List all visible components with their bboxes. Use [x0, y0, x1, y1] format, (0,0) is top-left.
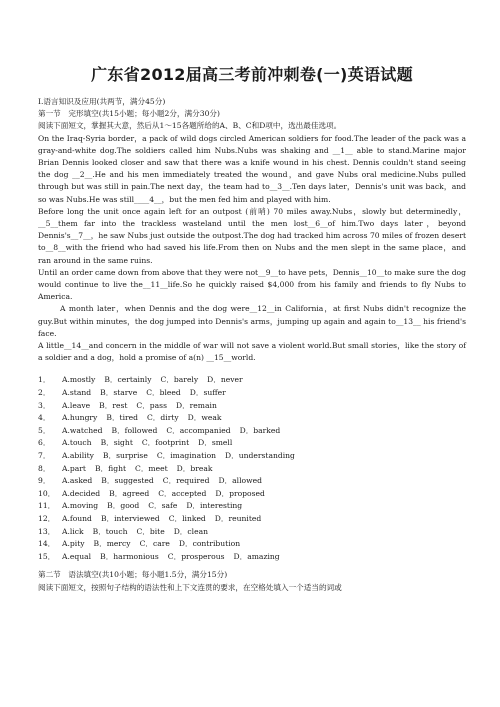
option-d: D．suffer	[189, 388, 226, 398]
option-d: D．contribution	[178, 539, 241, 549]
question-number: 9．	[38, 476, 51, 486]
option-d: D．reunited	[214, 514, 262, 523]
option-a: A.moving	[62, 501, 99, 511]
passage-paragraph: A month later，when Dennis and the dog were__12__in California，at first Nubs didn't recognize the guy.But within minutes，the dog jumped into Dennis's arms，jumping up again and again to__13__ his friend's face.	[38, 304, 466, 338]
option-d: D．break	[176, 463, 213, 473]
option-row	[38, 400, 466, 413]
option-a: A.found	[62, 514, 92, 523]
option-d: D．barked	[239, 425, 281, 435]
option-c: C．footprint	[141, 438, 190, 448]
part1-header: Ⅰ.语言知识及应用(共两节，满分45分)	[38, 97, 166, 106]
option-d: D．proposed	[215, 488, 265, 498]
option-d: D．remain	[175, 400, 217, 410]
question-number: 12．	[38, 514, 56, 523]
option-c: C．safe	[148, 501, 178, 511]
option-d: D．amazing	[233, 551, 280, 561]
option-d: D．understanding	[225, 451, 295, 461]
passage-paragraph: Until an order came down from above that they were not__9__to have pets，Dennis__10__to make sure the dog would continue to live the__11__life.So he quickly raised $4,000 from his family and friends to fly Nubs to America.	[38, 267, 466, 302]
option-d: D．weak	[187, 413, 222, 423]
option-row	[38, 463, 466, 476]
option-a: A.part	[62, 463, 86, 473]
option-a: A.mostly	[62, 375, 96, 385]
option-a: A.decided	[62, 488, 101, 498]
option-b: B．followed	[111, 425, 158, 435]
option-row	[38, 374, 466, 387]
question-number: 6．	[38, 438, 51, 448]
option-a: A.pity	[62, 539, 85, 549]
option-b: B．certainly	[104, 375, 152, 385]
option-b: B．tired	[106, 413, 138, 423]
question-number: 8．	[38, 463, 51, 473]
option-c: C．barely	[160, 375, 199, 385]
option-c: C．imagination	[156, 451, 217, 461]
question-number: 10．	[38, 488, 56, 498]
question-number: 4．	[38, 413, 51, 423]
section2-instruction: 阅读下面短文，按照句子结构的语法性和上下文连贯的要求，在空格处填入一个适当的词或	[38, 582, 342, 592]
option-c: C．required	[162, 476, 210, 486]
option-a: A.hungry	[62, 413, 98, 423]
option-row	[38, 488, 466, 501]
option-row	[38, 551, 466, 564]
option-a: A.lick	[62, 526, 84, 536]
option-b: B．surprise	[102, 451, 148, 461]
option-d: D．interesting	[186, 501, 243, 511]
option-c: C．meet	[135, 463, 168, 473]
option-d: D．never	[207, 375, 243, 385]
option-c: C．bleed	[146, 388, 181, 398]
options-list	[38, 374, 466, 563]
question-number: 1．	[38, 375, 51, 385]
option-b: B．fight	[94, 463, 127, 473]
question-number: 5．	[38, 425, 51, 435]
option-row	[38, 437, 466, 450]
question-number: 15．	[38, 551, 56, 561]
option-row	[38, 412, 466, 425]
option-a: A.ability	[62, 451, 94, 461]
option-c: C．care	[139, 539, 170, 549]
section2-header: 第二节 语法填空(共10小题；每小题1.5分，满分15分)	[38, 570, 228, 580]
option-d: D．allowed	[218, 476, 262, 486]
passage-paragraph: A little__14__and concern in the middle of war will not save a violent world.But small stories，like the story of a soldier and a dog，hold a promise of a(n) __15__world.	[38, 341, 466, 363]
question-number: 11．	[38, 501, 56, 511]
option-a: A.watched	[62, 425, 103, 435]
question-number: 7．	[38, 451, 51, 461]
option-row	[38, 475, 466, 488]
option-c: C．dirty	[147, 413, 179, 423]
option-c: C．linked	[168, 514, 206, 523]
option-b: B．rest	[99, 400, 128, 410]
option-c: C．pass	[136, 400, 167, 410]
option-row	[38, 513, 466, 526]
option-b: B．sight	[100, 438, 133, 448]
passage-paragraph: Before long the unit once again left for an outpost (前哨) 70 miles away.Nubs，slowly but determinedly，__5__them far into the trackless wasteland until the men lost__6__of him.Two days later，beyond Dennis's__7__，he saw Nubs just outside the outpost.The dog had tracked him across 70 miles of frozen desert to__8__with the friend who had saved his life.From then on Nubs and the men slept in the same place，and ran around in the same ruins.	[38, 206, 466, 265]
option-row	[38, 526, 466, 539]
option-row	[38, 500, 466, 513]
option-b: B．interviewed	[100, 514, 160, 523]
option-c: C．accepted	[158, 488, 207, 498]
option-row	[38, 538, 466, 551]
option-a: A.leave	[62, 400, 91, 410]
option-c: C．bite	[136, 526, 165, 536]
option-a: A.touch	[62, 438, 92, 448]
option-b: B．harmonious	[100, 551, 159, 561]
question-number: 3．	[38, 400, 51, 410]
option-row	[38, 387, 466, 400]
option-b: B．suggested	[101, 476, 154, 486]
option-b: B．agreed	[109, 488, 150, 498]
option-a: A.stand	[62, 388, 92, 398]
option-b: B．good	[107, 501, 140, 511]
question-number: 14．	[38, 539, 56, 549]
section1-header: 第一节 完形填空(共15小题；每小题2分，满分30分)	[38, 109, 220, 119]
option-c: C．accompanied	[166, 425, 231, 435]
option-c: C．prosperous	[167, 551, 225, 561]
option-d: D．clean	[173, 526, 208, 536]
option-row	[38, 425, 466, 438]
option-b: B．mercy	[93, 539, 131, 549]
option-b: B．touch	[92, 526, 128, 536]
option-row	[38, 450, 466, 463]
question-number: 2．	[38, 388, 51, 398]
option-a: A.asked	[62, 476, 93, 486]
option-b: B．starve	[100, 388, 138, 398]
option-d: D．smell	[198, 438, 233, 448]
section1-instruction: 阅读下面短文，掌握其大意，然后从1～15各题所给的A、B、C和D项中，选出最佳选项。	[38, 121, 342, 131]
passage-paragraph: On the Iraq-Syria border，a pack of wild dogs circled American soldiers for food.The leader of the pack was a gray-and-white dog.The soldiers called him Nubs.Nubs was shaking and __1__ able to stand.Marine major Brian Dennis looked closer and saw that there was a knife wound in his chest. Dennis couldn't stand seeing the dog __2__.He and his men immediately treated the wound，and gave Nubs oral medicine.Nubs pulled through but was still in pain.The next day，the team had to__3__.Ten days later，Dennis's unit was back，and so was Nubs.He was still____4__，but the men fed him and played with him.	[38, 133, 466, 204]
question-number: 13．	[38, 526, 56, 536]
option-a: A.equal	[62, 551, 92, 561]
page-title: 广东省2012届高三考前冲刺卷(一)英语试题	[91, 65, 413, 84]
passage	[38, 133, 466, 365]
